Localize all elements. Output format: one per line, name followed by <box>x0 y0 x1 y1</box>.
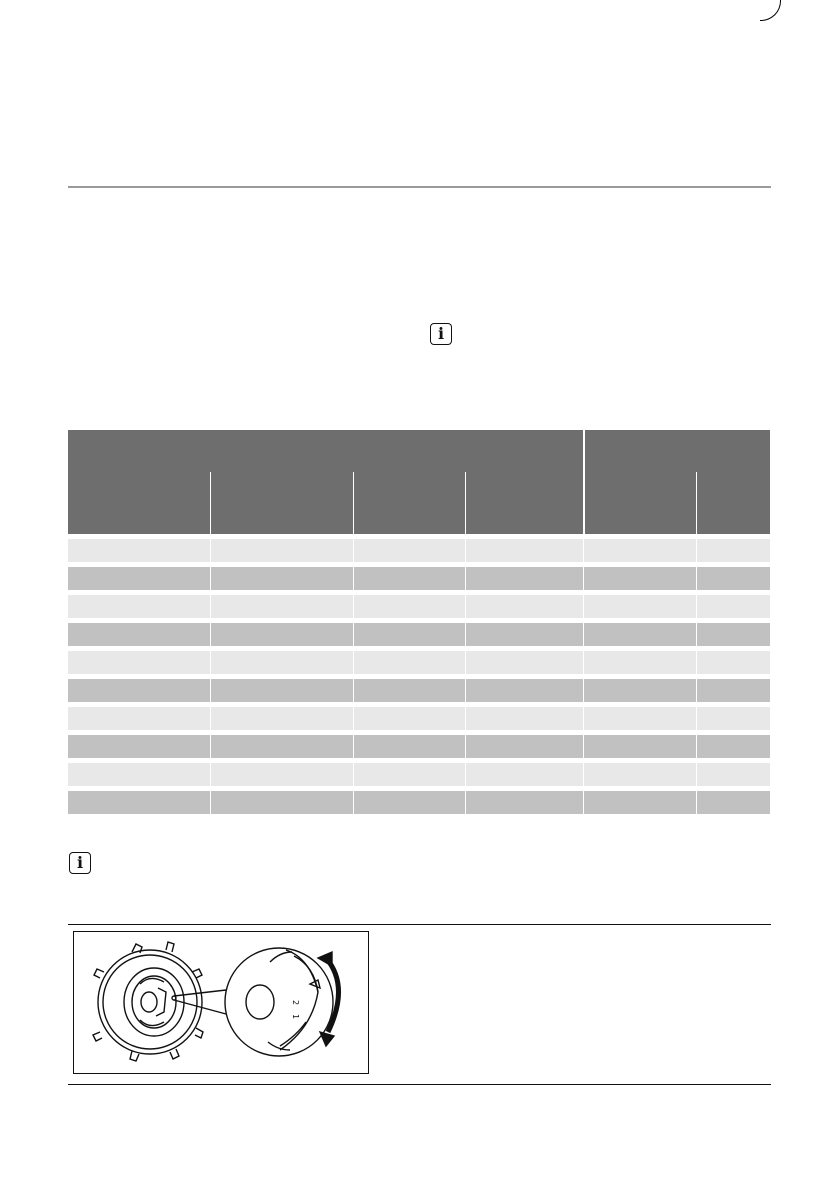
dial-number: 1 <box>291 1014 300 1020</box>
figure-divider-bottom <box>68 1084 771 1085</box>
table-row <box>68 539 770 562</box>
dial-illustration <box>74 932 368 1073</box>
section-divider <box>68 186 771 188</box>
info-icon: i <box>430 323 452 345</box>
table-row <box>68 763 770 786</box>
table-row <box>68 623 770 646</box>
table-row <box>68 679 770 702</box>
table-header <box>68 430 770 534</box>
info-icon: i <box>69 852 91 874</box>
table-row <box>68 651 770 674</box>
table-row <box>68 735 770 758</box>
table-row <box>68 595 770 618</box>
dial-number: 2 <box>291 1000 300 1006</box>
table-row <box>68 791 770 814</box>
figure-divider-top <box>68 924 771 925</box>
corner-crop-mark <box>760 0 781 21</box>
table-row <box>68 567 770 590</box>
table-row <box>68 707 770 730</box>
water-hardness-dial-figure <box>73 931 369 1074</box>
data-table <box>68 430 770 814</box>
